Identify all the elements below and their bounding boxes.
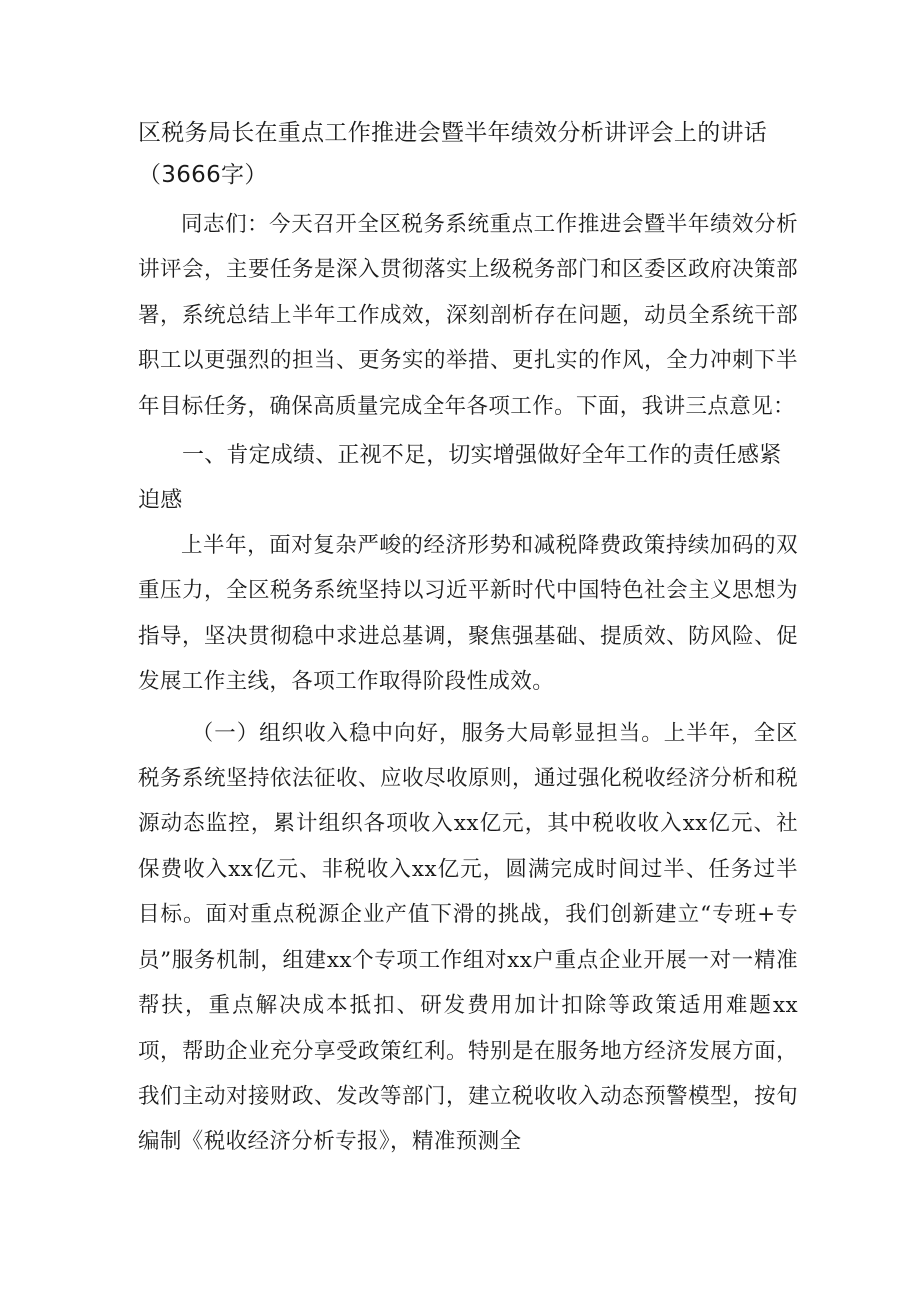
subsection-1-paragraph: （一）组织收入稳中向好，服务大局彰显担当。上半年，全区税务系统坚持依法征收、应收尽收原则，通过强化税收经济分析和税源动态监控，累计组织各项收入xx亿元，其中税收收入xx亿元、社保费收入xx亿元、非税收入xx亿元，圆满完成时间过半、任务过半目标。面对重点税源企业产值下滑的挑战，我们创新建立“专班+专员”服务机制，组建xx个专项工作组对xx户重点企业开展一对一精准帮扶，重点解决成本抵扣、研发费用加计扣除等政策适用难题xx项，帮助企业充分享受政策红利。特别是在服务地方经济发展方面，我们主动对接财政、发改等部门，建立税收收入动态预警模型，按旬编制《税收经济分析专报》，精准预测全 [138, 720, 798, 1155]
section-1-heading: 一、肯定成绩、正视不足，切实增强做好全年工作的责任感紧迫感 [138, 443, 782, 514]
document-page [138, 112, 798, 1165]
document-title: 区税务局长在重点工作推进会暨半年绩效分析讲评会上的讲话（3666字） [138, 120, 768, 188]
section-1-paragraph: 上半年，面对复杂严峻的经济形势和减税降费政策持续加码的双重压力，全区税务系统坚持以习近平新时代中国特色社会主义思想为指导，坚决贯彻稳中求进总基调，聚焦强基础、提质效、防风险、促发展工作主线，各项工作取得阶段性成效。 [138, 533, 798, 695]
intro-paragraph: 同志们：今天召开全区税务系统重点工作推进会暨半年绩效分析讲评会，主要任务是深入贯彻落实上级税务部门和区委区政府决策部署，系统总结上半年工作成效，深刻剖析存在问题，动员全系统干部职工以更强烈的担当、更务实的举措、更扎实的作风，全力冲刺下半年目标任务，确保高质量完成全年各项工作。下面，我讲三点意见： [138, 212, 798, 419]
